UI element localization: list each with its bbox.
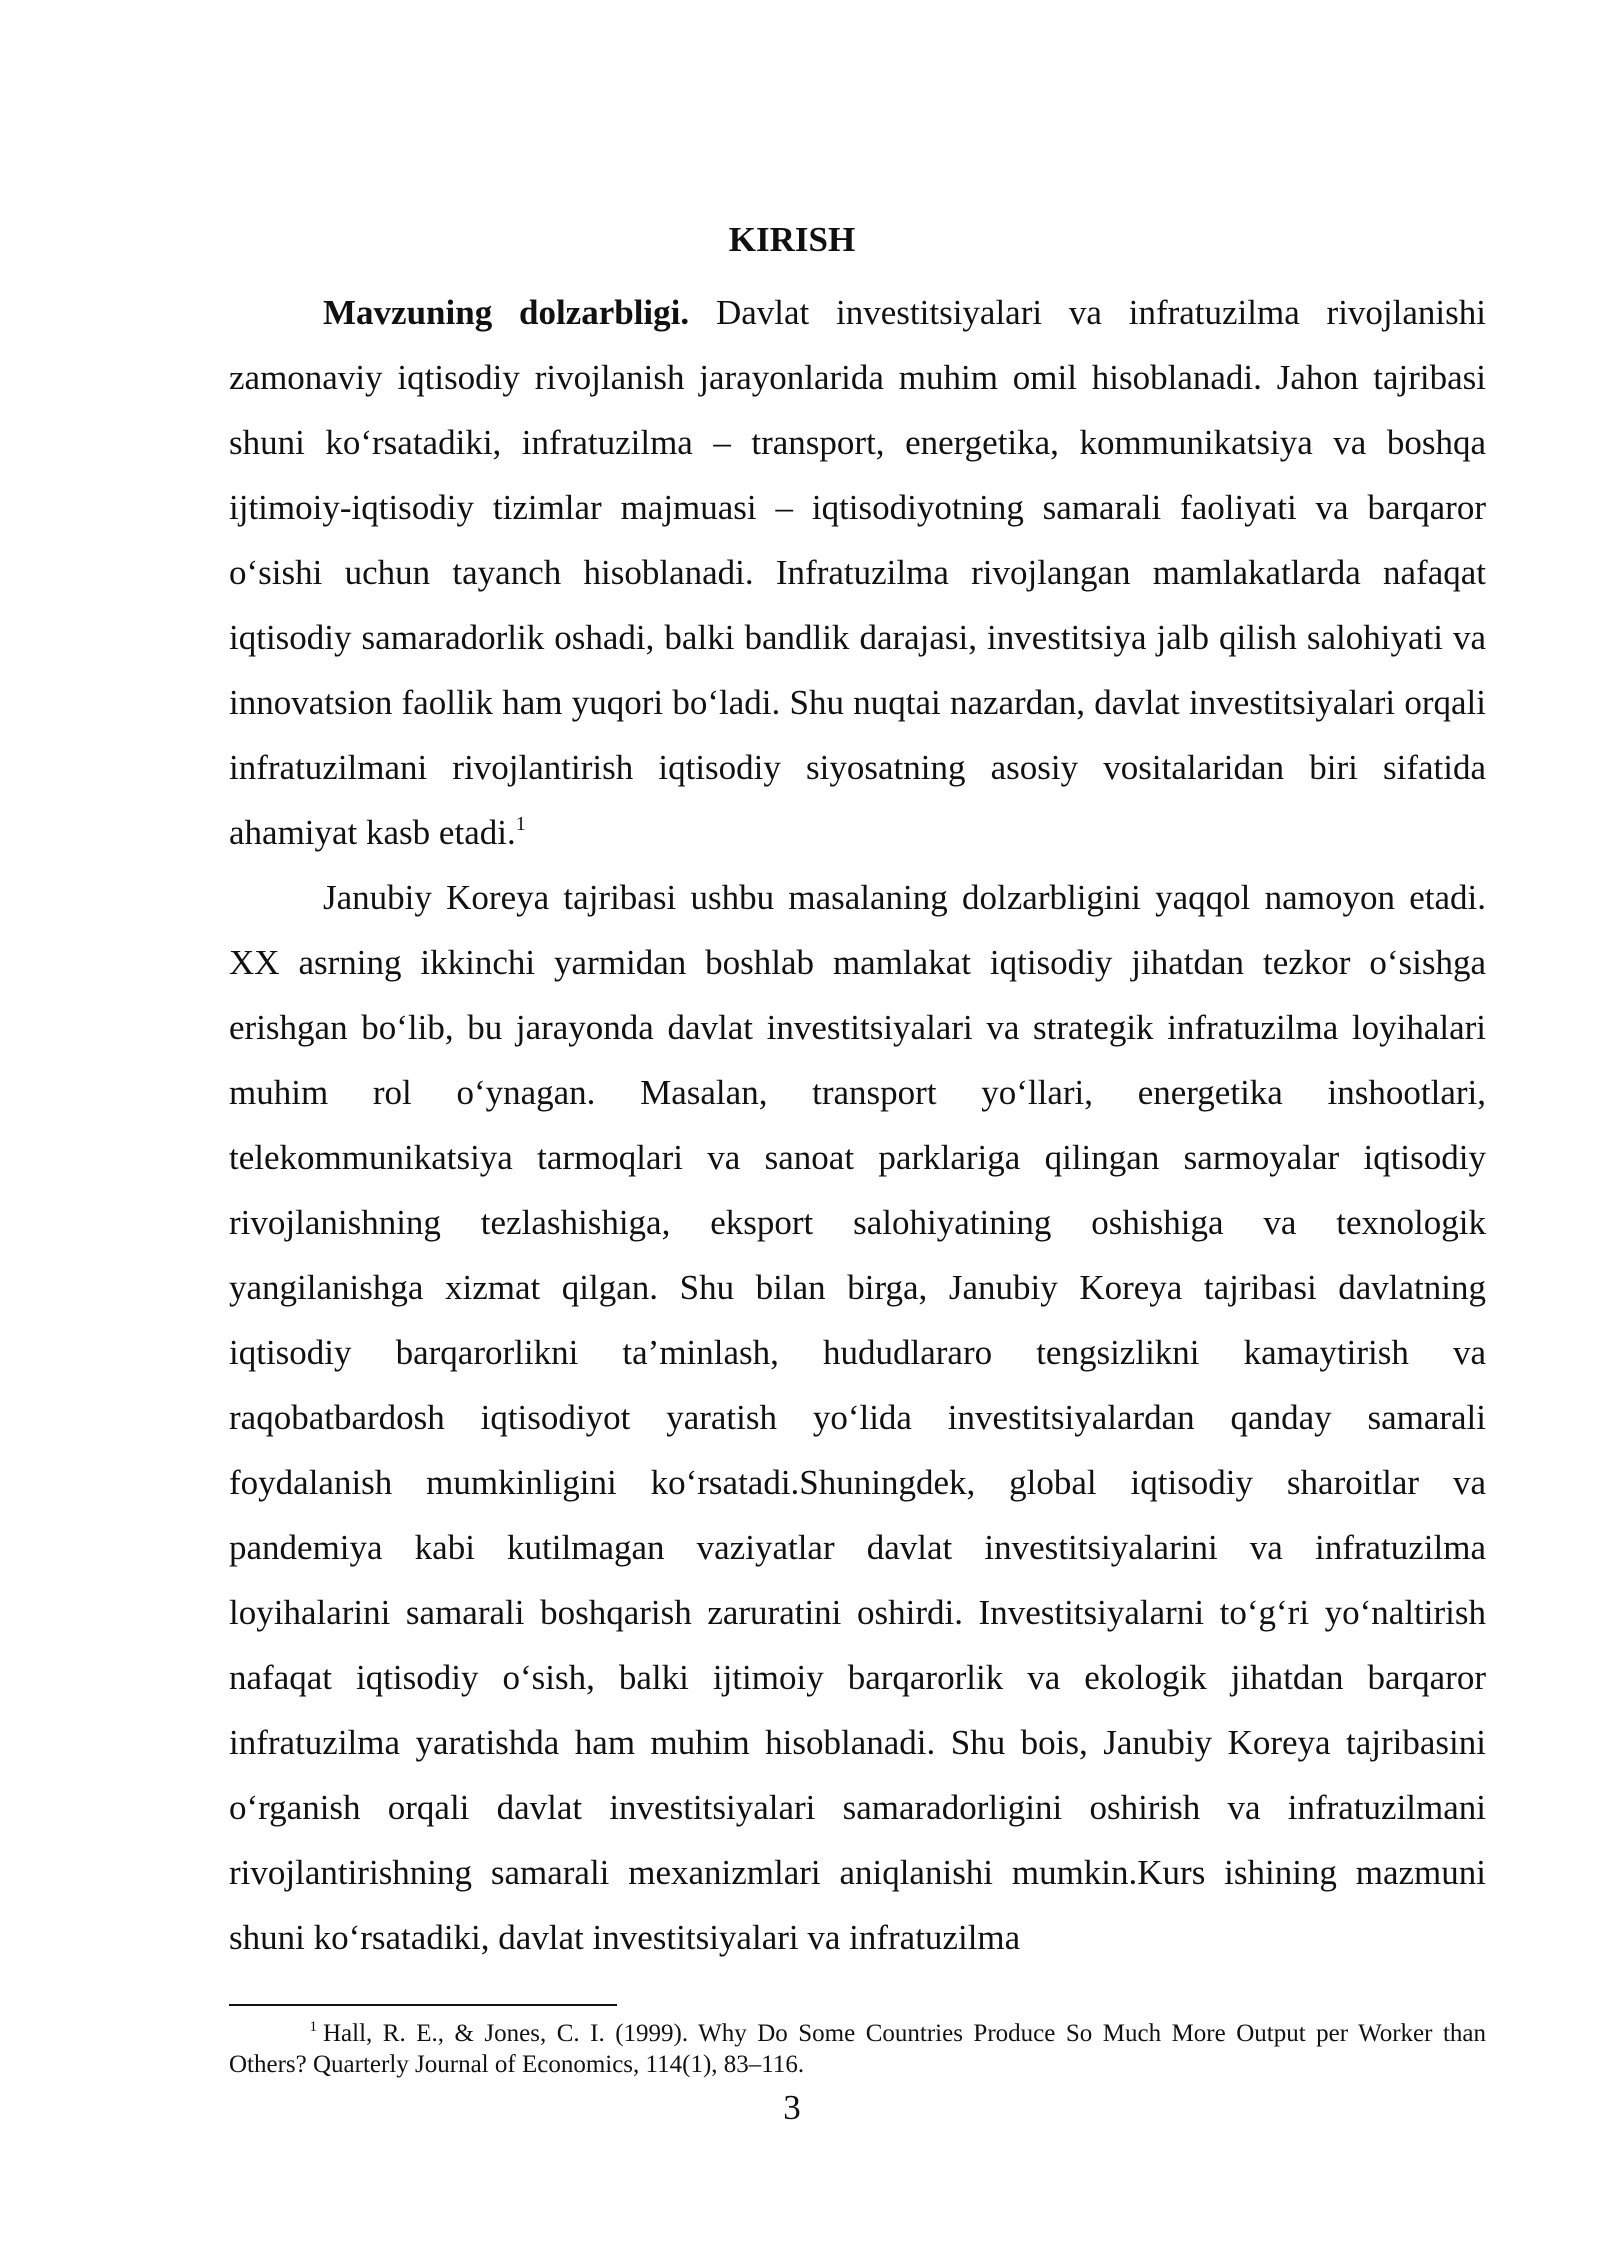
paragraph-korea: Janubiy Koreya tajribasi ushbu masalaning dolzarbligini yaqqol namoyon etadi. XX asrning ikkinchi yarmidan boshlab mamlakat iqtisodiy jihatdan tezkor o‘sishga erishgan bo‘lib, bu jarayonda davlat investitsiyalari va strategik infratuzilma loyihalari muhim rol o‘ynagan. Masalan, transport yo‘llari, energetika inshootlari, telekommunikatsiya tarmoqlari va sanoat parklariga qilingan sarmoyalar iqtisodiy rivojlanishning tezlashishiga, eksport salohiyatining oshishiga va texnologik yangilanishga xizmat qilgan. Shu bilan birga, Janubiy Koreya tajribasi davlatning iqtisodiy barqarorlikni ta’minlash, hududlararo tengsizlikni kamaytirish va raqobatbardosh iqtisodiyot yaratish yo‘lida investitsiyalardan qanday samarali foydalanish mumkinligini ko‘rsatadi.Shuningdek, global iqtisodiy sharoitlar va pandemiya kabi kutilmagan vaziyatlar davlat investitsiyalarini va infratuzilma loyihalarini samarali boshqarish zaruratini oshirdi. Investitsiyalarni to‘g‘ri yo‘naltirish nafaqat iqtisodiy o‘sish, balki ijtimoiy barqarorlik va ekologik jihatdan barqaror infratuzilma yaratishda ham muhim hisoblanadi. Shu bois, Janubiy Koreya tajribasini o‘rganish orqali davlat investitsiyalari samaradorligini oshirish va infratuzilmani rivojlantirishning samarali mexanizmlari aniqlanishi mumkin.Kurs ishining mazmuni shuni ko‘rsatadiki, davlat investitsiyalari va infratuzilma	[229, 878, 1486, 1957]
paragraph-lead: Mavzuning dolzarbligi.	[323, 293, 690, 332]
footnote	[229, 2018, 1486, 2080]
footnote-reference[interactable]: 1	[515, 813, 526, 835]
footnote-text: Hall, R. E., & Jones, C. I. (1999). Why Do Some Countries Produce So Much More Output per Worker than Others? Quarterly Journal of Economics, 114(1), 83–116.	[229, 2020, 1486, 2078]
page-number: 3	[783, 2088, 801, 2127]
page-title: KIRISH	[728, 220, 856, 259]
paragraph-text: Davlat investitsiyalari va infratuzilma rivojlanishi zamonaviy iqtisodiy rivojlanish jarayonlarida muhim omil hisoblanadi. Jahon tajribasi shuni ko‘rsatadiki, infratuzilma – transport, energetika, kommunikatsiya va boshqa ijtimoiy-iqtisodiy tizimlar majmuasi – iqtisodiyotning samarali faoliyati va barqaror o‘sishi uchun tayanch hisoblanadi. Infratuzilma rivojlangan mamlakatlarda nafaqat iqtisodiy samaradorlik oshadi, balki bandlik darajasi, investitsiya jalb qilish salohiyati va innovatsion faollik ham yuqori bo‘ladi. Shu nuqtai nazardan, davlat investitsiyalari orqali infratuzilmani rivojlantirish iqtisodiy siyosatning asosiy vositalaridan biri sifatida ahamiyat kasb etadi.	[229, 293, 1486, 852]
paragraph-relevance	[229, 280, 1486, 865]
body-text	[229, 280, 1486, 1970]
footnote-number: 1	[309, 2019, 317, 2035]
footnote-number-wrap	[229, 2018, 323, 2049]
footnote-separator	[229, 2004, 617, 2006]
